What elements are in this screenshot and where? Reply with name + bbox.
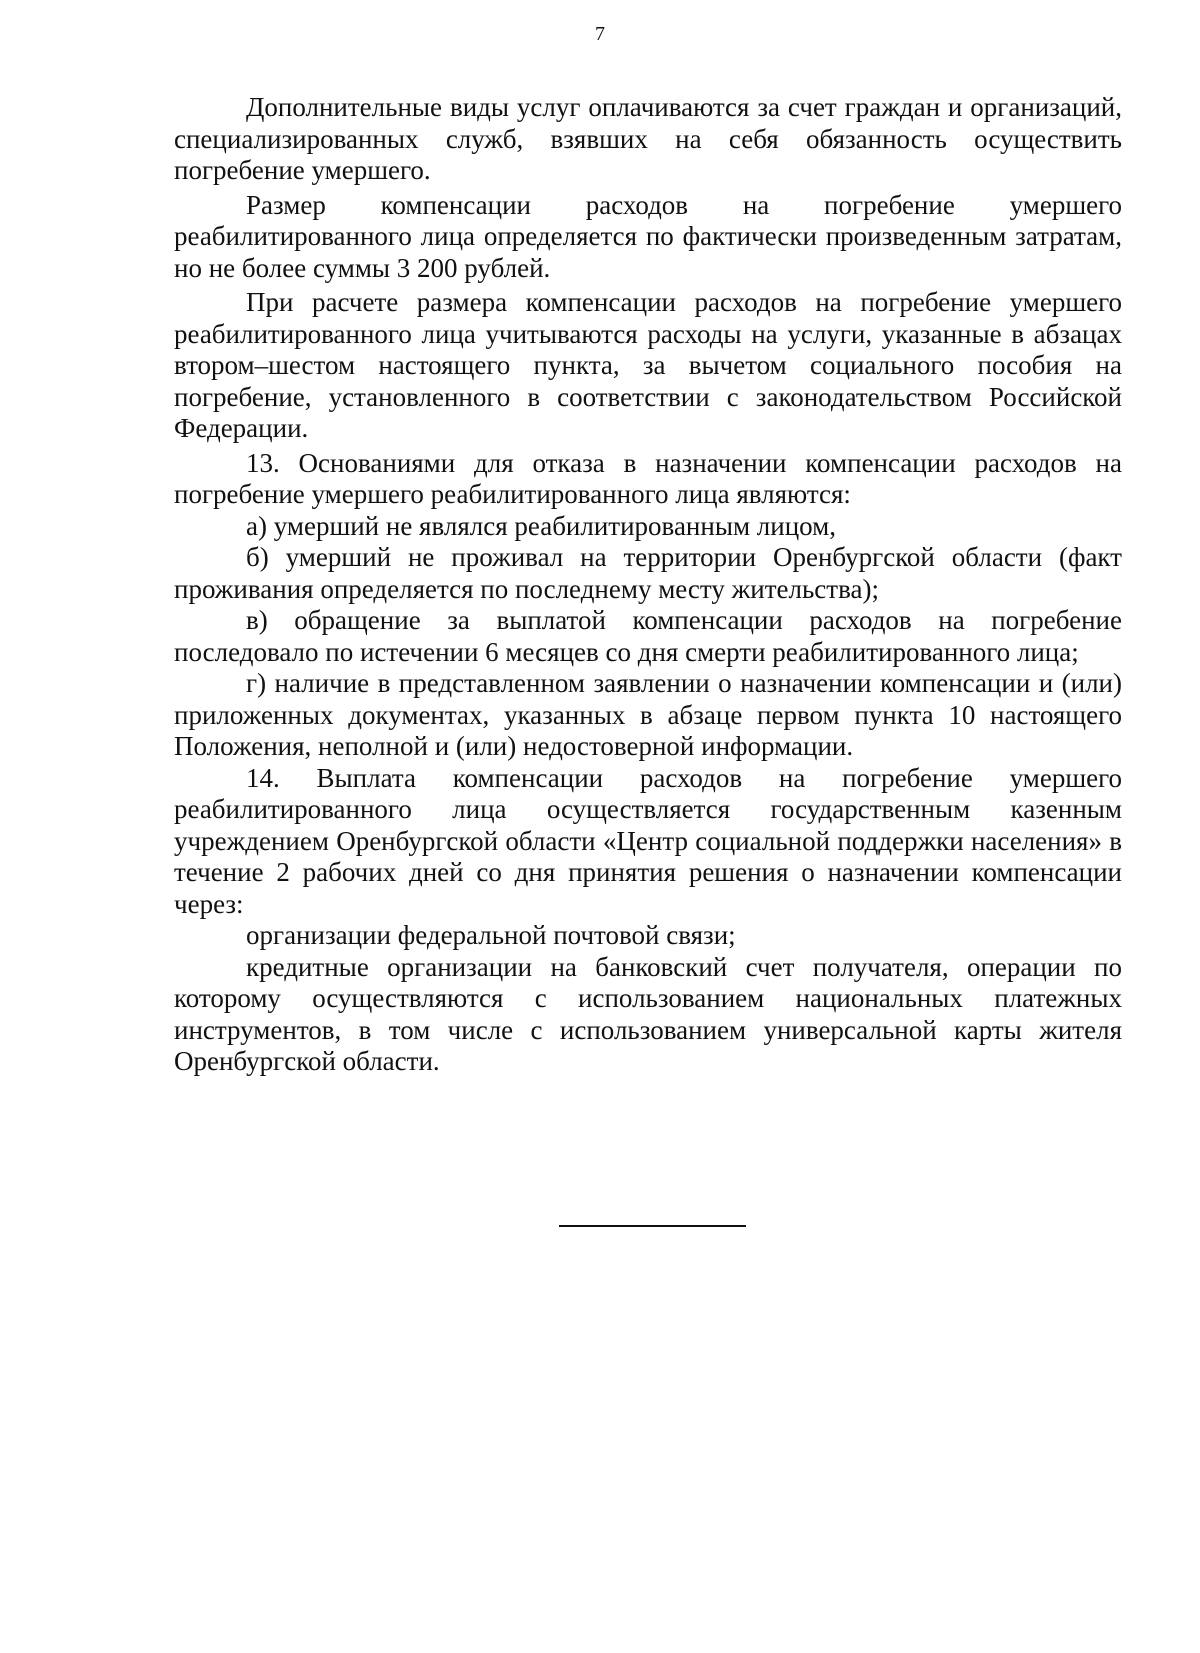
document-body [174, 92, 1122, 1078]
end-of-document-rule [559, 1225, 746, 1227]
list-item-refusal-d: г) наличие в представленном заявлении о назначении компенсации и (или) приложенных документах, указанных в абзаце первом пункта 10 настоящего Положения, неполной и (или) недостоверной информации. [174, 668, 1122, 761]
paragraph-payment: 14. Выплата компенсации расходов на погребение умершего реабилитированного лица осуществляется государственным казенным учреждением Оренбургской области «Центр социальной поддержки населения» в течение 2 рабочих дней со дня принятия решения о назначении компенсации через: [174, 762, 1122, 919]
list-item-refusal-a: а) умерший не являлся реабилитированным лицом, [246, 510, 836, 541]
paragraph-additional-services: Дополнительные виды услуг оплачиваются за счет граждан и организаций, специализированных служб, взявших на себя обязанность осуществить погребение умершего. [174, 92, 1122, 185]
list-item-refusal-b: б) умерший не проживал на территории Оренбургской области (факт проживания определяется по последнему месту жительства); [174, 542, 1122, 604]
paragraph-refusal-grounds: 13. Основаниями для отказа в назначении компенсации расходов на погребение умершего реабилитированного лица являются: [174, 447, 1122, 509]
list-item-payment-bank: кредитные организации на банковский счет получателя, операции по которому осуществляются с использованием национальных платежных инструментов, в том числе с использованием универсальной карты жителя Оренбургской области. [174, 951, 1122, 1076]
paragraph-compensation-amount: Размер компенсации расходов на погребение умершего реабилитированного лица определяется по фактически произведенным затратам, но не более суммы 3 200 рублей. [174, 189, 1122, 283]
page-number: 7 [595, 23, 605, 45]
paragraph-compensation-calculation: При расчете размера компенсации расходов на погребение умершего реабилитированного лица учитываются расходы на услуги, указанные в абзацах втором–шестом настоящего пункта, за вычетом социального пособия на погребение, установленного в соответствии с законодательством Российской Федерации. [174, 287, 1122, 443]
list-item-payment-postal: организации федеральной почтовой связи; [246, 920, 736, 950]
list-item-refusal-c: в) обращение за выплатой компенсации расходов на погребение последовало по истечении 6 месяцев со дня смерти реабилитированного лица; [174, 605, 1122, 667]
